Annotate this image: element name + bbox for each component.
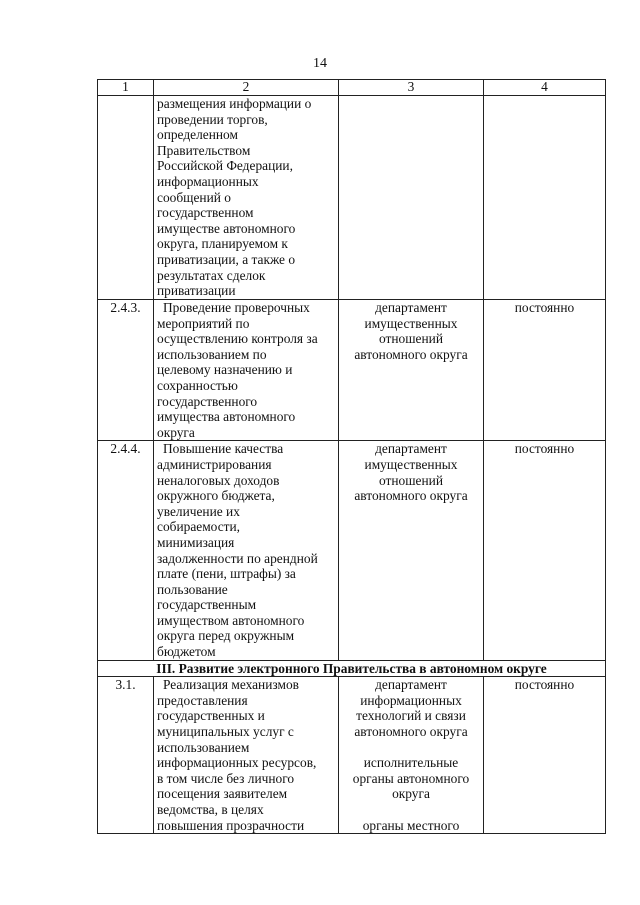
table-row [98, 677, 606, 834]
column-header: 1 [98, 80, 154, 96]
measure-text: Повышение качества администрирования неналоговых доходов окружного бюджета, увеличение их собираемости, минимизация задолженности по арендной плате (пени, штрафы) за пользование государственным имуществом автономного округа перед окружным бюджетом [154, 441, 339, 660]
column-header: 3 [339, 80, 484, 96]
table-header-row [98, 80, 606, 96]
term-cell [484, 96, 606, 300]
table-row [98, 441, 606, 660]
measure-text: Проведение проверочных мероприятий по осуществлению контроля за использованием по целевому назначению и сохранностью государственного имущества автономного округа [154, 300, 339, 441]
table-row [98, 96, 606, 300]
measures-table [97, 79, 606, 834]
table-row [98, 300, 606, 441]
item-number [98, 96, 154, 300]
section-title: III. Развитие электронного Правительства в автономном округе [98, 660, 606, 677]
column-header: 4 [484, 80, 606, 96]
executor-cell: департамент информационных технологий и связи автономного округа исполнительные органы автономного округа органы местного [339, 677, 484, 834]
item-number: 3.1. [98, 677, 154, 834]
executor-cell: департамент имущественных отношений автономного округа [339, 441, 484, 660]
section-heading-row [98, 660, 606, 677]
term-cell: постоянно [484, 300, 606, 441]
page-number: 14 [313, 56, 327, 71]
item-number: 2.4.4. [98, 441, 154, 660]
term-cell: постоянно [484, 441, 606, 660]
term-cell: постоянно [484, 677, 606, 834]
item-number: 2.4.3. [98, 300, 154, 441]
column-header: 2 [154, 80, 339, 96]
executor-cell: департамент имущественных отношений автономного округа [339, 300, 484, 441]
measure-text: Реализация механизмов предоставления государственных и муниципальных услуг с использованием информационных ресурсов, в том числе без личного посещения заявителем ведомства, в целях повышения прозрачности [154, 677, 339, 834]
executor-cell [339, 96, 484, 300]
measure-text: размещения информации о проведении торгов, определенном Правительством Российской Федерации, информационных сообщений о государственном имуществе автономного округа, планируемом к приватизации, а также о результатах сделок приватизации [154, 96, 339, 300]
